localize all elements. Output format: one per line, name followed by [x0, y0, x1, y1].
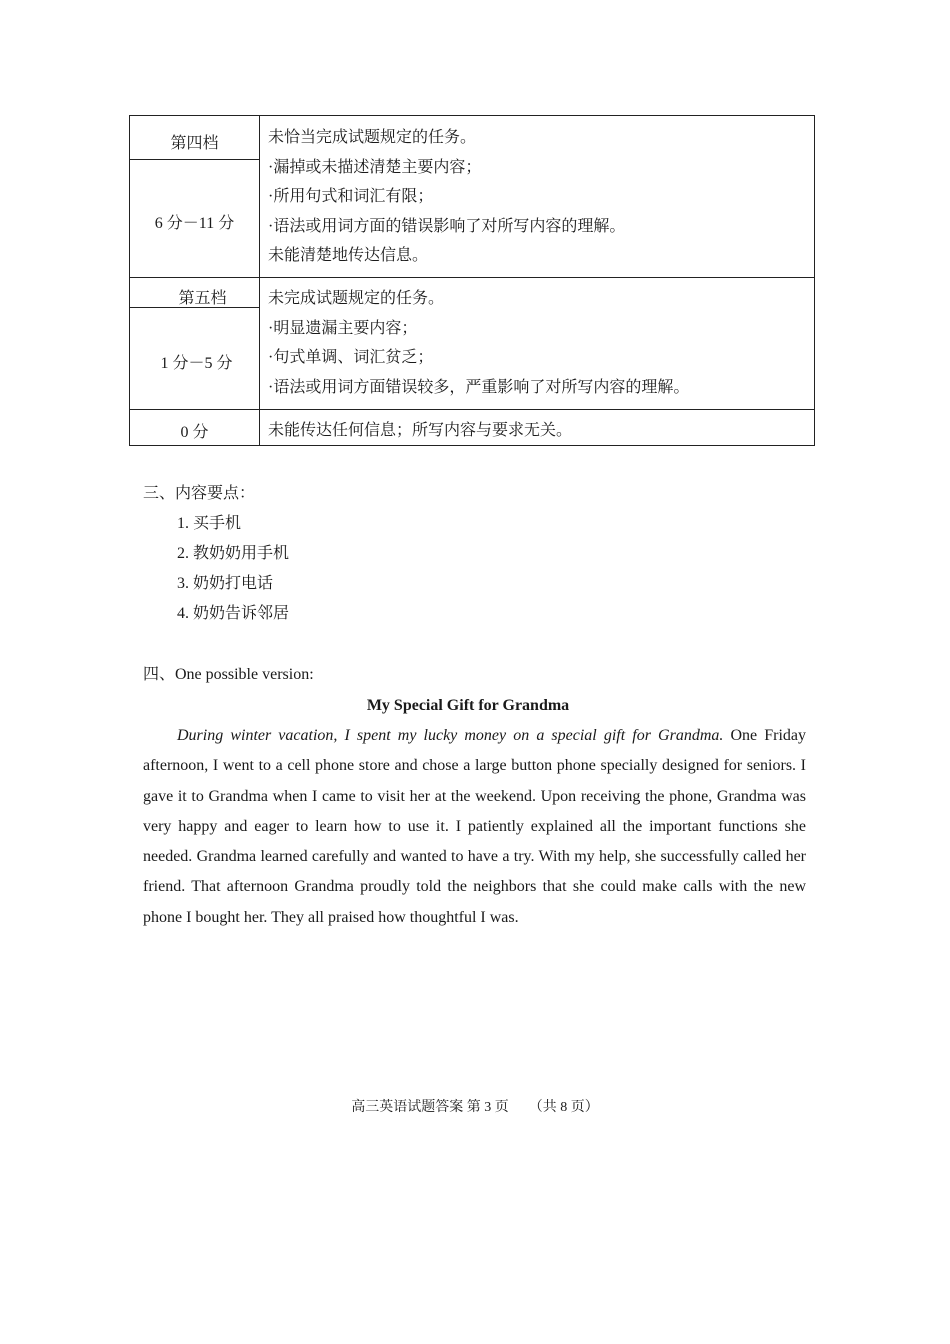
level5-name: 第五档	[178, 290, 227, 307]
level4-name: 第四档	[170, 135, 219, 152]
description-line: ·句式单调、词汇贫乏；	[268, 349, 434, 366]
description-line: ·所用句式和词汇有限；	[268, 188, 434, 205]
footer-page-label: 高三英语试题答案 第 3 页	[351, 1100, 509, 1115]
content-point: 4. 奶奶告诉邻居	[177, 605, 290, 622]
table-divider	[259, 116, 260, 445]
footer-total-pages: （共 8 页）	[528, 1100, 599, 1115]
essay-title	[143, 693, 843, 719]
content-point: 3. 奶奶打电话	[177, 575, 274, 592]
essay-intro: During winter vacation, I spent my lucky money on a special gift for Grandma.	[177, 727, 724, 744]
description-line: 未恰当完成试题规定的任务。	[268, 129, 477, 146]
description-line: 未能传达任何信息；所写内容与要求无关。	[268, 422, 573, 439]
table-divider	[130, 159, 259, 160]
sample-heading: 四、One possible version:	[143, 666, 314, 683]
level4-score: 6 分－11 分	[154, 215, 235, 232]
essay-body	[143, 721, 806, 933]
description-line: ·明显遗漏主要内容；	[268, 319, 418, 337]
table-divider	[130, 277, 814, 278]
table-divider	[130, 409, 814, 410]
description-line: ·语法或用词方面的错误影响了对所写内容的理解。	[268, 217, 626, 235]
level5-description	[268, 284, 689, 402]
description-line: ·语法或用词方面错误较多，严重影响了对所写内容的理解。	[268, 378, 690, 396]
level5-score: 1 分－5 分	[160, 355, 233, 372]
description-line: ·漏掉或未描述清楚主要内容；	[268, 158, 482, 176]
essay-title-text: My Special Gift for Grandma	[366, 697, 570, 714]
page-footer	[0, 1097, 950, 1119]
content-points-heading: 三、内容要点：	[143, 485, 256, 502]
description-line: 未能清楚地传达信息。	[268, 247, 429, 264]
level0-description	[268, 416, 572, 446]
content-point: 1. 买手机	[177, 515, 242, 532]
description-line: 未完成试题规定的任务。	[268, 290, 445, 307]
grading-table	[129, 115, 815, 446]
level0-score: 0 分	[180, 424, 209, 441]
content-point: 2. 教奶奶用手机	[177, 545, 290, 562]
level4-description	[268, 123, 625, 271]
essay-text: One Friday afternoon, I went to a cell phone store and chose a large button phone specially designed for seniors. I gave it to Grandma when I came to visit her at the weekend. Upon receiving the phone, Grandma was very happy and eager to learn how to use it. I patiently explained all the important functions she needed. Grandma learned carefully and wanted to have a try. With my help, she successfully called her friend. That afternoon Grandma proudly told the neighbors that she could make calls with the new phone I bought her. They all praised how thoughtful I was.	[143, 727, 806, 926]
